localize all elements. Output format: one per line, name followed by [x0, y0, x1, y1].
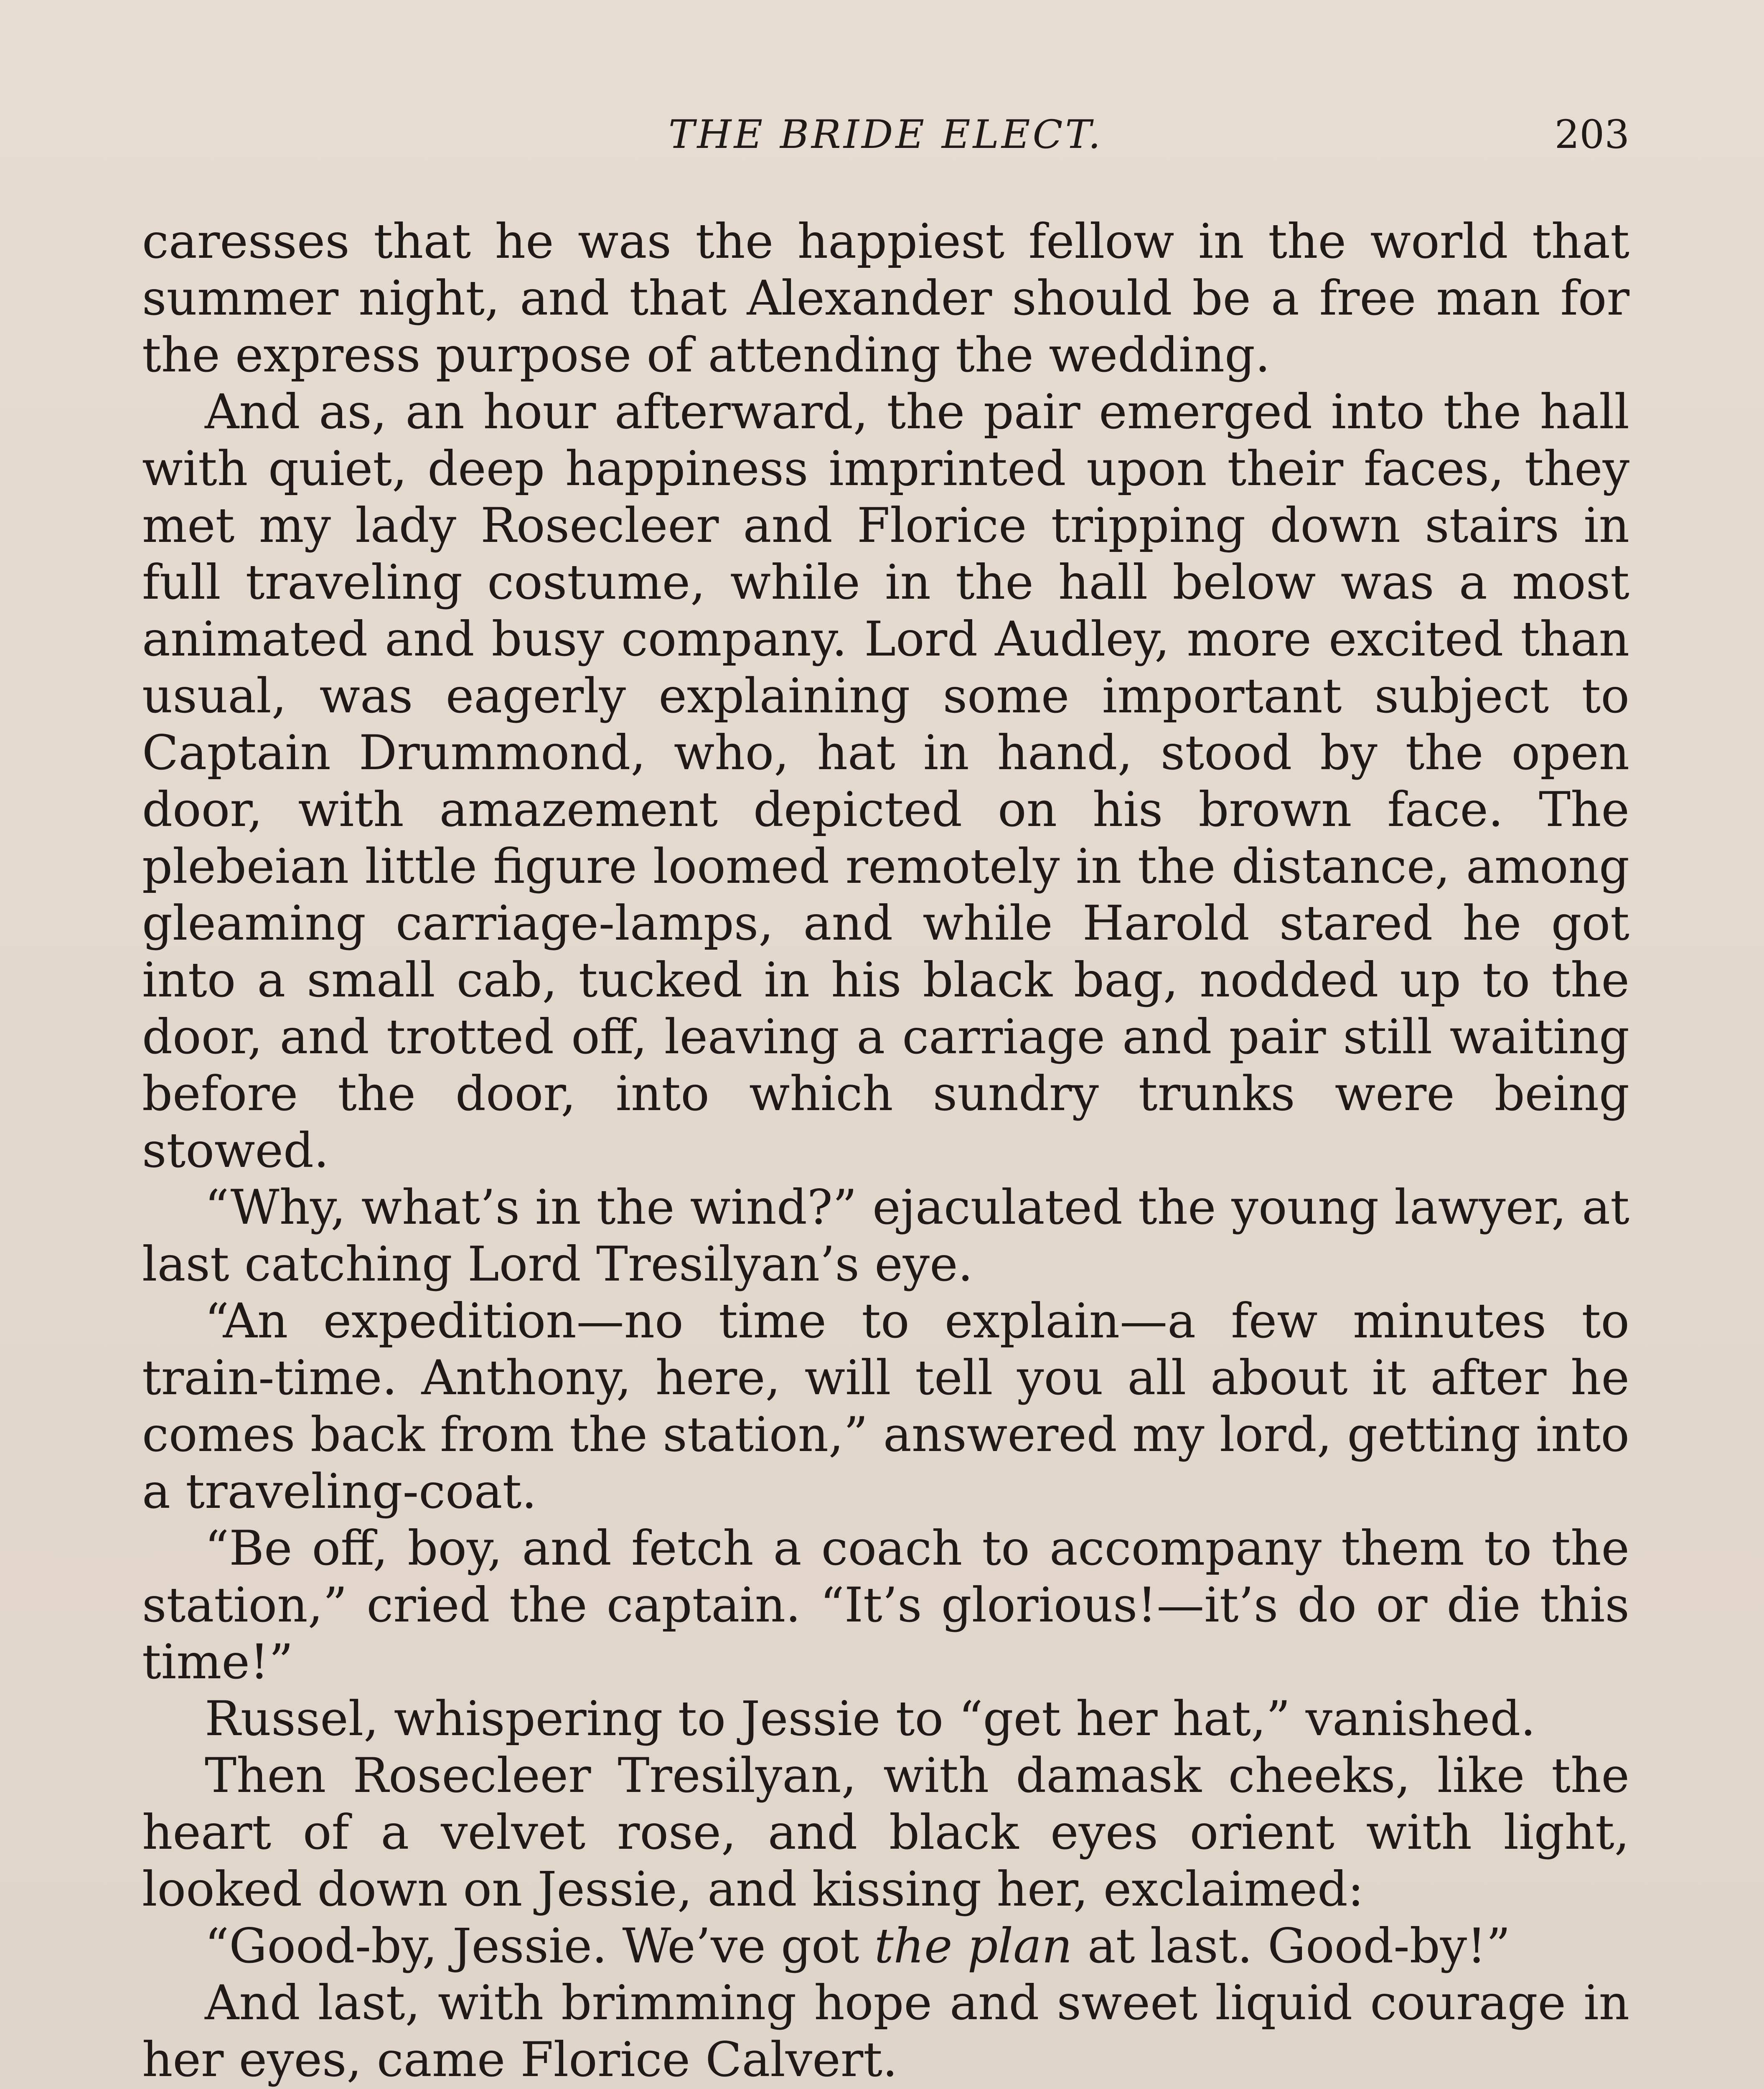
paragraph-goodby [142, 1918, 1629, 1975]
paragraph: Then Rosecleer Tresilyan, with damask cheeks, like the heart of a velvet rose, and black eyes orient with light, looked down on Jessie, and kissing her, exclaimed: [142, 1748, 1629, 1917]
goodby-italic-text: the plan [874, 1918, 1073, 1974]
paragraph: “An expedition—no time to explain—a few minutes to train-time. Anthony, here, will tell you all about it after he comes back from the station,” answered my lord, getting into a traveling-coat. [142, 1293, 1629, 1519]
goodby-text-after: at last. Good-by!” [1072, 1918, 1511, 1974]
paragraph: And last, with brimming hope and sweet liquid courage in her eyes, came Florice Calvert. [142, 1975, 1629, 2087]
paragraph: Russel, whispering to Jessie to “get her hat,” vanished. [205, 1691, 1536, 1746]
paragraph: “Why, what’s in the wind?” ejaculated the young lawyer, at last catching Lord Tresilyan’s eye. [142, 1179, 1629, 1292]
body-text [142, 213, 1629, 2089]
running-title: THE BRIDE ELECT. [668, 112, 1103, 158]
paragraph: And as, an hour afterward, the pair emerged into the hall with quiet, deep happiness imprinted upon their faces, they met my lady Rosecleer and Florice tripping down stairs in full traveling costume, while in the hall below was a most animated and busy company. Lord Audley, more excited than usual, was eagerly explaining some important subject to Captain Drummond, who, hat in hand, stood by the open door, with amazement depicted on his brown face. The plebeian little figure loomed remotely in the distance, among gleaming carriage-lamps, and while Harold stared he got into a small cab, tucked in his black bag, nodded up to the door, and trotted off, leaving a carriage and pair still waiting before the door, into which sundry trunks were being stowed. [142, 384, 1629, 1178]
goodby-text-before: “Good-by, Jessie. We’ve got [205, 1918, 874, 1974]
running-head [142, 112, 1629, 162]
paragraph: caresses that he was the happiest fellow in the world that summer night, and that Alexander should be a free man for the express purpose of attending the wedding. [142, 213, 1629, 383]
page-number: 203 [1554, 112, 1629, 158]
paragraph: “Be off, boy, and fetch a coach to accompany them to the station,” cried the captain. “It’s glorious!—it’s do or die this time!” [142, 1520, 1629, 1690]
